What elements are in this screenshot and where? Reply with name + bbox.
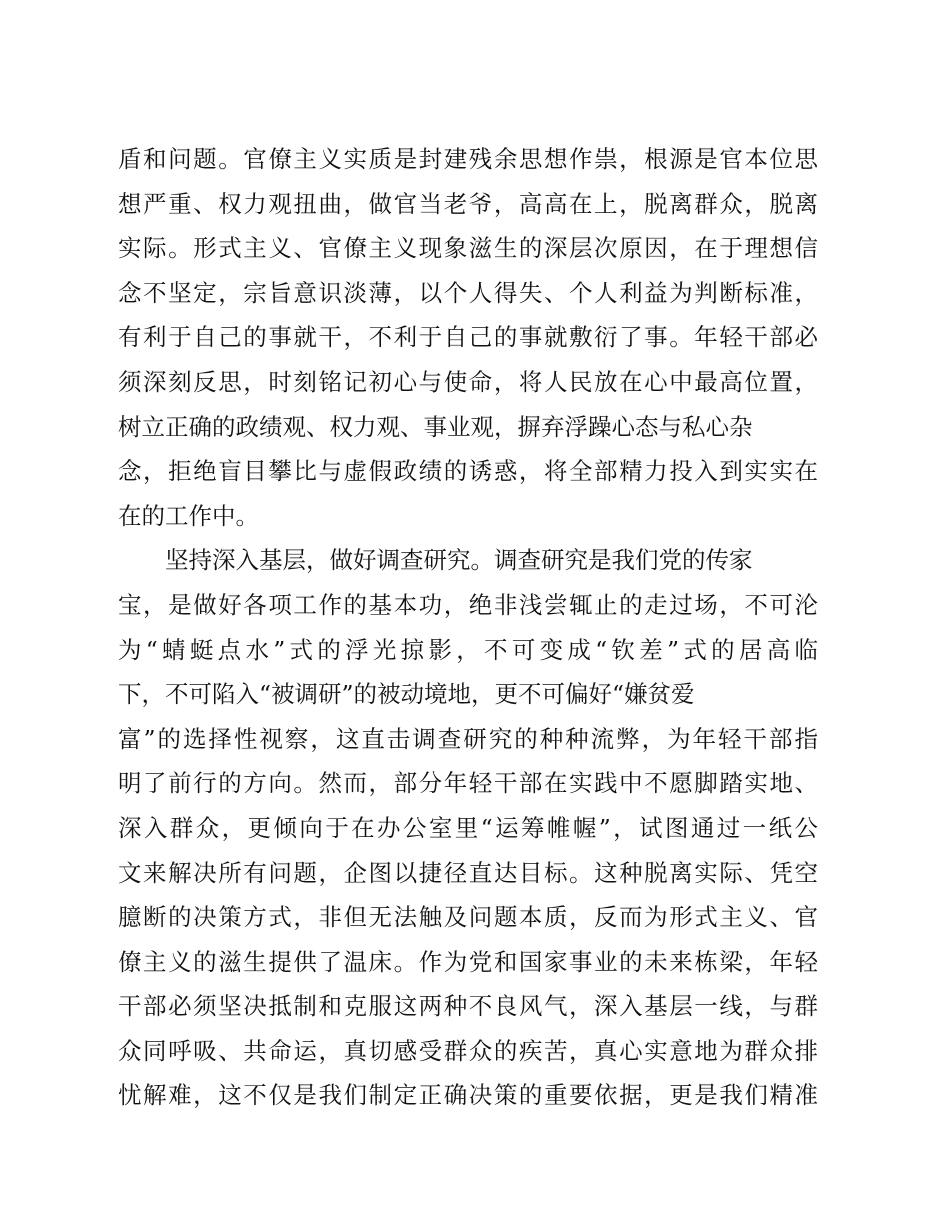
text-line: 深入群众，更倾向于在办公室里“运筹帷幄”，试图通过一纸公 [118, 813, 818, 842]
text-line: 坚持深入基层，做好调查研究。调查研究是我们党的传家 [118, 546, 753, 575]
text-line: 树立正确的政绩观、权力观、事业观，摒弃浮躁心态与私心杂 [118, 412, 753, 441]
text-line: 为“蜻蜓点水”式的浮光掠影，不可变成“钦差”式的居高临 [118, 635, 818, 664]
text-line: 想严重、权力观扭曲，做官当老爷，高高在上，脱离群众，脱离 [118, 189, 818, 218]
text-line: 宝，是做好各项工作的基本功，绝非浅尝辄止的走过场，不可沦 [118, 590, 818, 619]
text-line: 众同呼吸、共命运，真切感受群众的疾苦，真心实意地为群众排 [118, 1036, 818, 1065]
text-line: 下，不可陷入“被调研”的被动境地，更不可偏好“嫌贫爱 [118, 680, 695, 709]
text-line: 忧解难，这不仅是我们制定正确决策的重要依据，更是我们精准 [118, 1081, 818, 1110]
text-line: 文来解决所有问题，企图以捷径直达目标。这种脱离实际、凭空 [118, 858, 818, 887]
text-line: 念不坚定，宗旨意识淡薄，以个人得失、个人利益为判断标准， [118, 278, 818, 307]
text-line: 富”的选择性视察，这直击调查研究的种种流弊，为年轻干部指 [118, 724, 818, 753]
text-line: 臆断的决策方式，非但无法触及问题本质，反而为形式主义、官 [118, 903, 818, 932]
text-line: 僚主义的滋生提供了温床。作为党和国家事业的未来栋梁，年轻 [118, 947, 818, 976]
text-line: 实际。形式主义、官僚主义现象滋生的深层次原因，在于理想信 [118, 234, 818, 263]
document-text [118, 137, 818, 1118]
text-line: 明了前行的方向。然而，部分年轻干部在实践中不愿脚踏实地、 [118, 769, 818, 798]
text-line: 须深刻反思，时刻铭记初心与使命，将人民放在心中最高位置， [118, 367, 818, 396]
text-line: 念，拒绝盲目攀比与虚假政绩的诱惑，将全部精力投入到实实在 [118, 457, 818, 486]
text-line: 有利于自己的事就干，不利于自己的事就敷衍了事。年轻干部必 [118, 323, 818, 352]
text-line: 盾和问题。官僚主义实质是封建残余思想作祟，根源是官本位思 [118, 145, 818, 173]
text-line: 在的工作中。 [118, 501, 259, 530]
text-line: 干部必须坚决抵制和克服这两种不良风气，深入基层一线，与群 [118, 992, 818, 1021]
